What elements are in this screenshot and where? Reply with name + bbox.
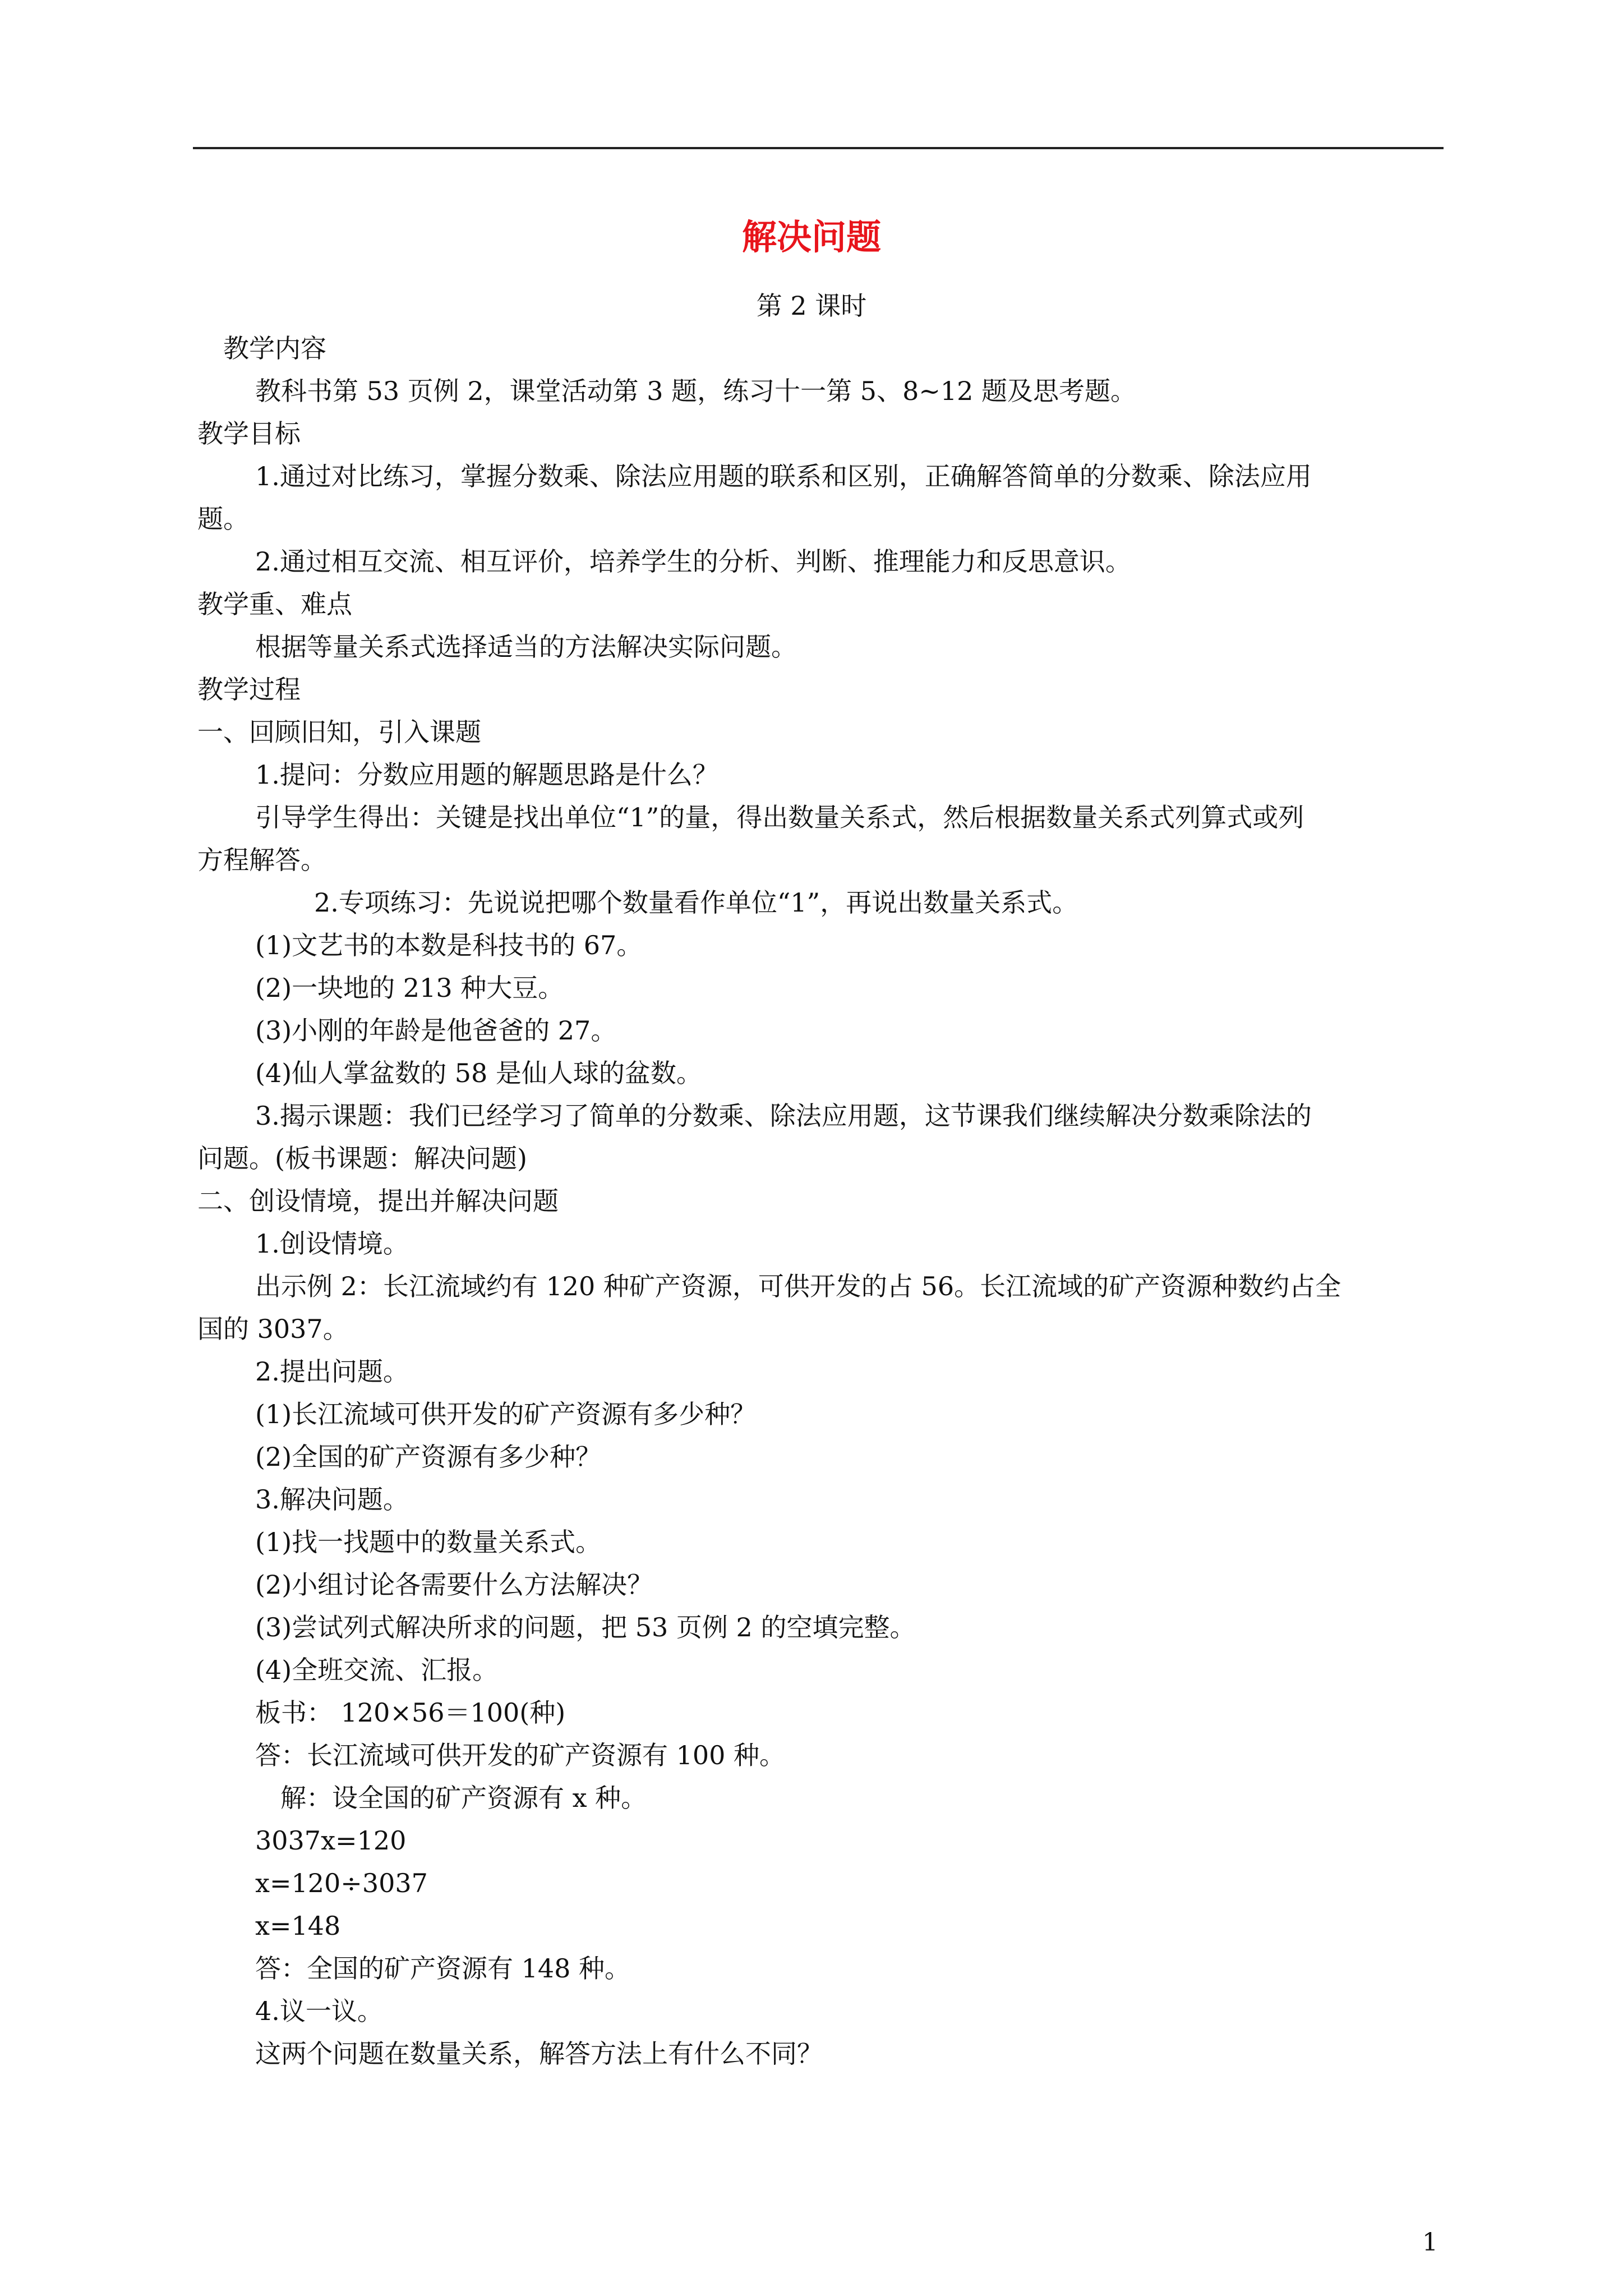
text-line: (2)小组讨论各需要什么方法解决？ — [255, 1570, 653, 1600]
text-line: x=148 — [255, 1911, 341, 1941]
text-line: (1)文艺书的本数是科技书的 67。 — [255, 930, 643, 960]
text-line: 1.提问：分数应用题的解题思路是什么？ — [255, 760, 718, 790]
text-line: 教学内容 — [223, 333, 326, 364]
text-line: 4.议一议。 — [255, 1996, 383, 2026]
text-line: 3.解决问题。 — [255, 1484, 409, 1515]
text-line: (1)找一找题中的数量关系式。 — [255, 1527, 602, 1557]
text-line: 3037x=120 — [255, 1825, 407, 1856]
text-line: 方程解答。 — [197, 845, 326, 875]
text-line: 这两个问题在数量关系，解答方法上有什么不同？ — [255, 2039, 823, 2069]
text-line: (2)一块地的 213 种大豆。 — [255, 973, 564, 1003]
text-line: 根据等量关系式选择适当的方法解决实际问题。 — [255, 632, 797, 662]
text-line: (4)全班交流、汇报。 — [255, 1655, 499, 1685]
text-line: 一、回顾旧知，引入课题 — [197, 717, 481, 747]
page-number: 1 — [1422, 2228, 1438, 2257]
text-line: (3)尝试列式解决所求的问题，把 53 页例 2 的空填完整。 — [255, 1612, 916, 1642]
text-line: 2.提出问题。 — [255, 1356, 409, 1387]
text-line: 答：全国的矿产资源有 148 种。 — [255, 1953, 631, 1984]
text-line: 答：长江流域可供开发的矿产资源有 100 种。 — [255, 1740, 786, 1770]
text-line: 教学目标 — [197, 418, 301, 449]
text-line: (4)仙人掌盆数的 58 是仙人球的盆数。 — [255, 1058, 702, 1088]
text-line: (2)全国的矿产资源有多少种？ — [255, 1442, 602, 1472]
text-line: 教学重、难点 — [197, 589, 352, 619]
text-line: 教科书第 53 页例 2，课堂活动第 3 题，练习十一第 5、8~12 题及思考题。 — [255, 376, 1137, 406]
text-line: 2.通过相互交流、相互评价，培养学生的分析、判断、推理能力和反思意识。 — [255, 546, 1131, 577]
text-line: 2.专项练习：先说说把哪个数量看作单位“1”，再说出数量关系式。 — [314, 887, 1078, 918]
header-rule — [193, 147, 1444, 149]
text-line: (1)长江流域可供开发的矿产资源有多少种？ — [255, 1399, 757, 1429]
text-line: 教学过程 — [197, 674, 301, 705]
text-line: 引导学生得出：关键是找出单位“1”的量，得出数量关系式，然后根据数量关系式列算式或列 — [255, 802, 1304, 832]
document-title: 解决问题 — [741, 217, 881, 257]
text-line: 1.创设情境。 — [255, 1228, 409, 1259]
text-line: 3.揭示课题：我们已经学习了简单的分数乘、除法应用题，这节课我们继续解决分数乘除法的 — [255, 1101, 1312, 1131]
text-line: x=120÷3037 — [255, 1868, 428, 1898]
text-line: 题。 — [197, 504, 249, 534]
text-line: 国的 3037。 — [197, 1314, 349, 1344]
text-line: 出示例 2：长江流域约有 120 种矿产资源，可供开发的占 56。长江流域的矿产资源种数约占全 — [255, 1271, 1341, 1301]
text-line: 问题。(板书课题：解决问题) — [197, 1143, 527, 1174]
text-line: 二、创设情境，提出并解决问题 — [197, 1186, 559, 1216]
text-line: 解：设全国的矿产资源有 x 种。 — [280, 1783, 647, 1813]
lesson-subtitle: 第 2 课时 — [756, 291, 867, 321]
text-line: 1.通过对比练习，掌握分数乘、除法应用题的联系和区别，正确解答简单的分数乘、除法应用 — [255, 461, 1312, 491]
text-line: 板书： 120×56＝100(种) — [255, 1697, 566, 1728]
text-line: (3)小刚的年龄是他爸爸的 27。 — [255, 1015, 617, 1046]
